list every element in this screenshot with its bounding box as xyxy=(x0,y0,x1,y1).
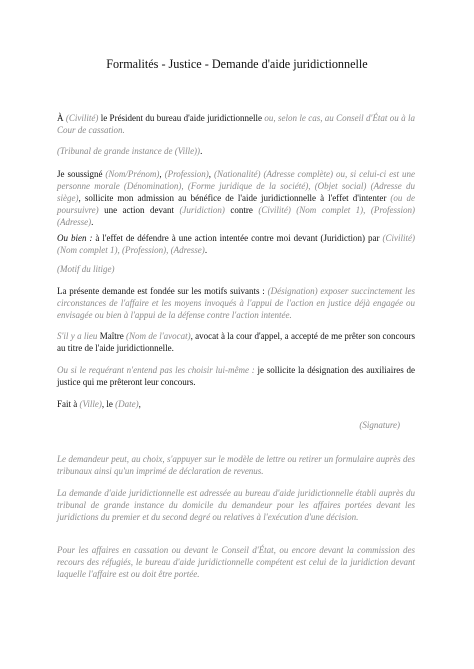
alternative-paragraph: Ou bien : à l'effet de défendre à une action intentée contre moi devant (Juridiction) par (Civilité) (Nom complet 1), (Profession), (Adresse). xyxy=(57,233,415,255)
place-date-paragraph: Fait à (Ville), le (Date), xyxy=(57,399,141,409)
grounds-paragraph: La présente demande est fondée sur les motifs suivants : (Désignation) exposer succinctement les circonstances de l'affaire et les moyens invoqués à l'appui de l'action en justice déjà engagée ou envisagée ou bien à l'appui de la défense contre l'action intentée. xyxy=(57,286,415,320)
document-title: Formalités - Justice - Demande d'aide juridictionnelle xyxy=(106,57,368,71)
note-paragraph: Le demandeur peut, au choix, s'appuyer sur le modèle de lettre ou retirer un formulaire auprès des tribunaux ainsi qu'un imprimé de déclaration de revenus. xyxy=(57,454,415,476)
tribunal-paragraph: (Tribunal de grande instance de (Ville)). xyxy=(57,146,203,156)
note-paragraph: Pour les affaires en cassation ou devant le Conseil d'État, ou encore devant la commission des recours des réfugiés, le bureau d'aide juridictionnelle compétent est celui de la juridiction devant laquelle l'affaire est ou doit être portée. xyxy=(57,545,415,579)
designation-paragraph: Ou si le requérant n'entend pas les choisir lui-même : je sollicite la désignation des auxiliaires de justice qui me prêteront leur concours. xyxy=(57,365,415,387)
note-paragraph: La demande d'aide juridictionnelle est adressée au bureau d'aide juridictionnelle établi auprès du tribunal de grande instance du domicile du demandeur pour les affaires portées devant les juridictions du premier et du second degré ou relatives à l'exécution d'une décision. xyxy=(57,488,415,522)
lawyer-paragraph: S'il y a lieu Maître (Nom de l'avocat), avocat à la cour d'appel, a accepté de me prêter son concours au titre de l'aide juridictionnelle. xyxy=(57,331,416,353)
applicant-paragraph: Je soussigné (Nom/Prénom), (Profession), (Nationalité) (Adresse complète) ou, si celui-ci est une personne morale (Dénomination), (Forme juridique de la société), (Objet social) (Adresse du siège), sollicite mon admission au bénéfice de l'aide juridictionnelle à l'effet d'intenter (ou de poursuivre) une action devant (Juridiction) contre (Civilité) (Nom complet 1), (Profession) (Adresse). xyxy=(57,169,416,227)
recipient-paragraph: À (Civilité) le Président du bureau d'aide juridictionnelle ou, selon le cas, au Conseil d'État ou à la Cour de cassation. xyxy=(57,113,415,135)
dispute-reason-paragraph: (Motif du litige) xyxy=(57,264,115,274)
signature-placeholder: (Signature) xyxy=(359,420,400,430)
